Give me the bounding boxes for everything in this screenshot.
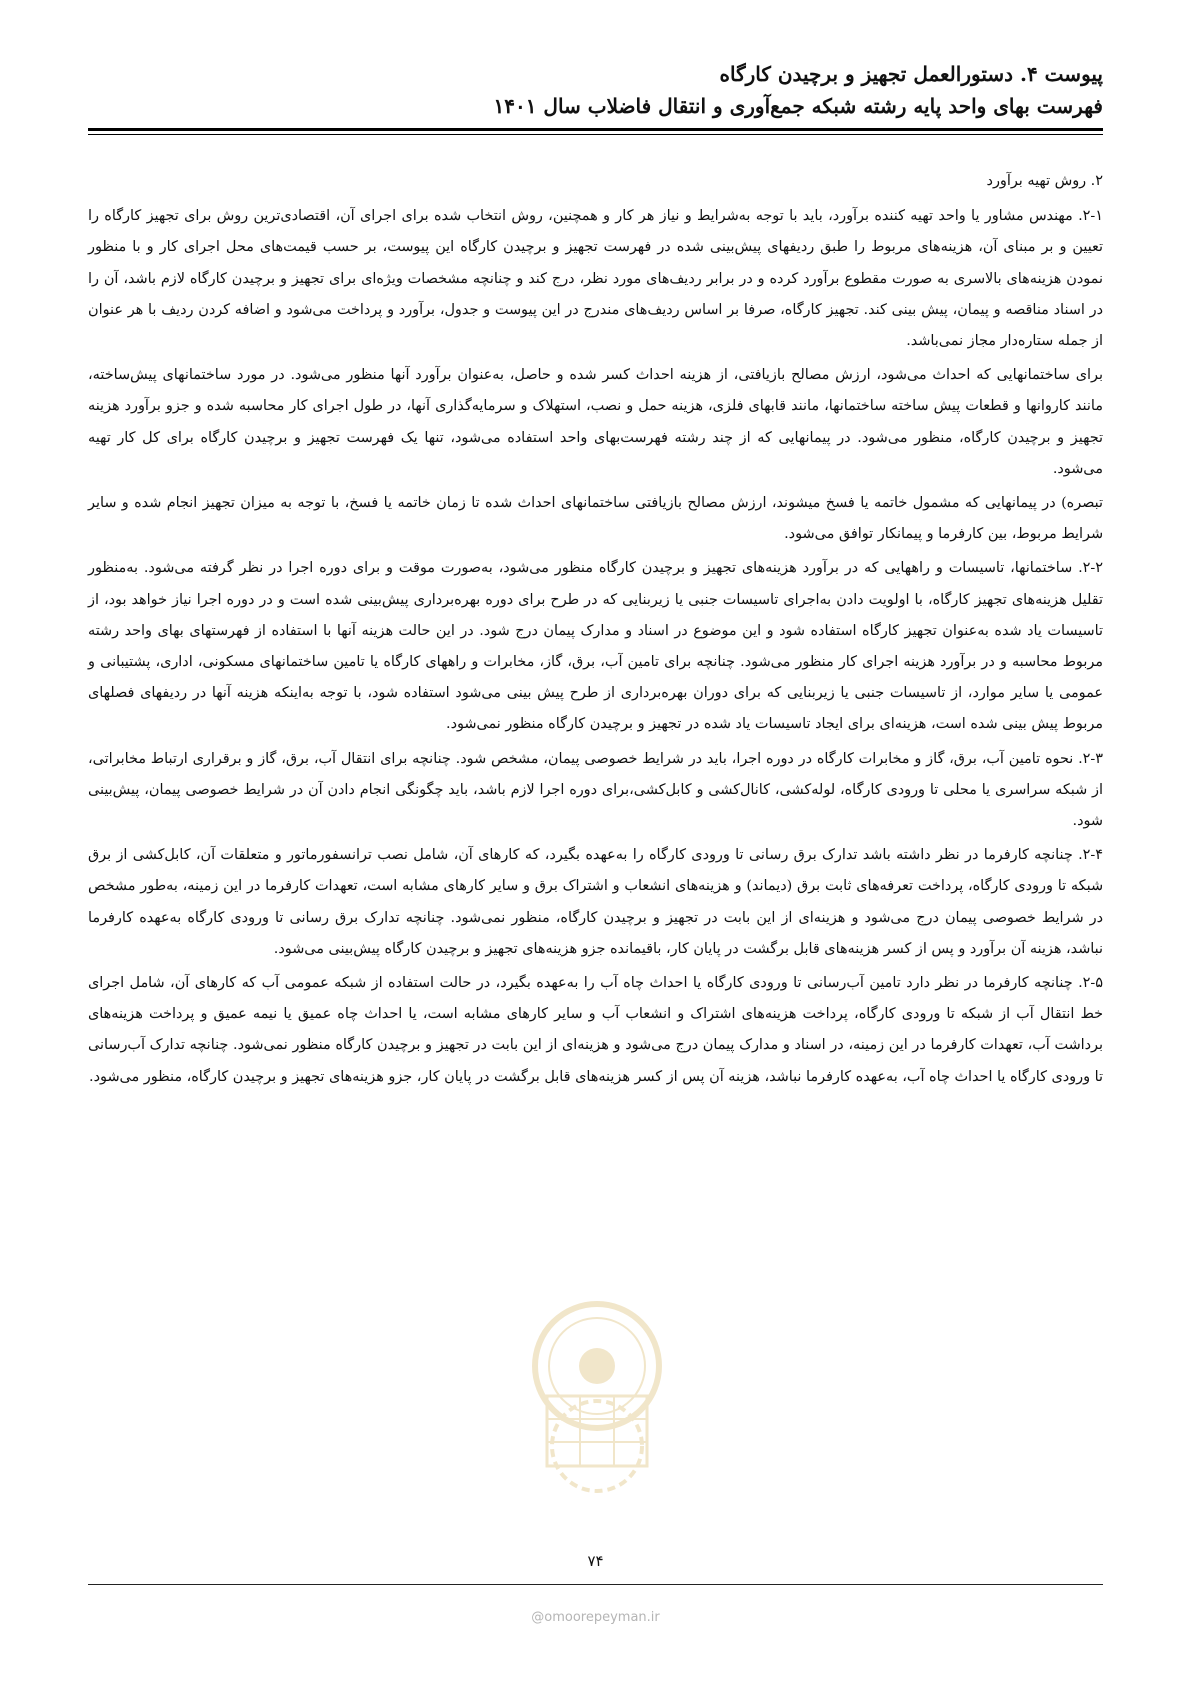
page-header: [88, 58, 1103, 122]
watermark-seal-icon: [512, 1296, 682, 1496]
document-body: [88, 166, 1103, 1096]
paragraph-buildings: برای ساختمانهایی که احداث می‌شود، ارزش مصالح بازیافتی، از هزینه احداث کسر شده و حاصل، به‌عنوان برآورد آنها منظور می‌شود. در مورد ساختمانهای پیش‌ساخته، مانند کاروانها و قطعات پیش ساخته ساختمانها، مانند قابهای فلزی، هزینه حمل و نصب، استهلاک و سرمایه‌گذاری آنها، در طول اجرای کار محاسبه شده و جزو برآورد هزینه تجهیز و برچیدن کارگاه، منظور می‌شود. در پیمانهایی که از چند رشته فهرست‌بهای واحد استفاده می‌شود، تنها یک فهرست تجهیز و برچیدن کارگاه برای کل کار تهیه می‌شود.: [88, 367, 1103, 477]
watermark-url: @omoorepeyman.ir: [531, 1610, 660, 1625]
header-rule-thin: [88, 134, 1103, 135]
paragraph-2-2: ۲-۲. ساختمانها، تاسیسات و راههایی که در برآورد هزینه‌های تجهیز و برچیدن کارگاه منظور می‌شود، به‌صورت موقت و برای دوره اجرا در نظر گرفته می‌شود. به‌منظور تقلیل هزینه‌های تجهیز کارگاه، با اولویت دادن به‌اجرای تاسیسات جنبی یا زیربنایی که در طرح برای دوره بهره‌برداری پیش‌بینی شده است و در دوره اجرا نیاز خواهد بود، از تاسیسات یاد شده به‌عنوان تجهیز کارگاه استفاده شود و این موضوع در اسناد و مدارک پیمان درج شود. در این حالت هزینه آنها با استفاده از فهرستهای بهای واحد رشته مربوط محاسبه و در برآورد هزینه اجرای کار منظور می‌شود. چنانچه برای تامین آب، برق، گاز، مخابرات و راههای کارگاه یا تامین ساختمانهای مسکونی، اداری، پشتیبانی و عمومی یا سایر موارد، از تاسیسات جنبی یا زیربنایی که برای دوران بهره‌برداری از طرح پیش بینی می‌شود استفاده شود، با توجه به‌اینکه هزینه آنها در ردیفهای فصلهای مربوط پیش بینی شده است، هزینه‌ای برای ایجاد تاسیسات یاد شده در تجهیز و برچیدن کارگاه منظور نمی‌شود.: [88, 560, 1103, 733]
header-price-list-title: فهرست بهای واحد پایه رشته شبکه جمع‌آوری و انتقال فاضلاب سال ۱۴۰۱: [493, 94, 1103, 118]
paragraph-2-4: ۲-۴. چنانچه کارفرما در نظر داشته باشد تدارک برق رسانی تا ورودی کارگاه را به‌عهده بگیرد، که کارهای آن، شامل نصب ترانسفورماتور و متعلقات آن، کابل‌کشی از برق شبکه تا ورودی کارگاه، پرداخت تعرفه‌های ثابت برق (دیماند) و هزینه‌های انشعاب و اشتراک برق و سایر کارهای مشابه است، تعهدات کارفرما در این زمینه، به‌طور مشخص در شرایط خصوصی پیمان درج می‌شود و هزینه‌ای از این بابت در تجهیز و برچیدن کارگاه، منظور نمی‌شود. چنانچه تدارک برق رسانی تا ورودی کارگاه به‌عهده کارفرما نباشد، هزینه آن برآورد و پس از کسر هزینه‌های قابل برگشت در پایان کار، باقیمانده جزو هزینه‌های تجهیز و برچیدن کارگاه پیش‌بینی می‌شود.: [88, 847, 1103, 957]
page-number: ۷۴: [587, 1552, 604, 1570]
header-appendix-title: پیوست ۴. دستورالعمل تجهیز و برچیدن کارگاه: [719, 62, 1103, 86]
footer-rule: [88, 1584, 1103, 1585]
paragraph-2-5: ۲-۵. چنانچه کارفرما در نظر دارد تامین آب‌رسانی تا ورودی کارگاه یا احداث چاه آب را به‌عهده بگیرد، در حالت استفاده از شبکه عمومی آب که کارهای آن، شامل اجرای خط انتقال آب از شبکه تا ورودی کارگاه، پرداخت هزینه‌های اشتراک و انشعاب آب و سایر کارهای مشابه است، یا احداث چاه عمیق یا نیمه عمیق و پرداخت هزینه‌های برداشت آب، تعهدات کارفرما در این زمینه، در اسناد و مدارک پیمان درج می‌شود و هزینه‌ای از این بابت در تجهیز و برچیدن کارگاه منظور نمی‌شود. چنانچه تدارک آب‌رسانی تا ورودی کارگاه یا احداث چاه آب، به‌عهده کارفرما نباشد، هزینه آن پس از کسر هزینه‌های قابل برگشت در پایان کار، جزو هزینه‌های تجهیز و برچیدن کارگاه، منظور می‌شود.: [88, 975, 1103, 1085]
section-title: ۲. روش تهیه برآورد: [986, 173, 1103, 189]
paragraph-note: تبصره) در پیمانهایی که مشمول خاتمه یا فسخ میشوند، ارزش مصالح بازیافتی ساختمانهای احداث شده تا زمان خاتمه یا فسخ، با توجه به میزان تجهیز انجام شده و سایر شرایط مربوط، بین کارفرما و پیمانکار توافق می‌شود.: [88, 495, 1103, 543]
paragraph-2-3: ۲-۳. نحوه تامین آب، برق، گاز و مخابرات کارگاه در دوره اجرا، باید در شرایط خصوصی پیمان، مشخص شود. چنانچه برای انتقال آب، برق، گاز و برقراری ارتباط مخابراتی، از شبکه سراسری یا محلی تا ورودی کارگاه، لوله‌کشی، کانال‌کشی و کابل‌کشی،برای دوره اجرا لازم باشد، باید چگونگی انجام دادن آن در شرایط خصوصی پیمان، پیش‌بینی شود.: [88, 750, 1103, 830]
header-rule-thick: [88, 128, 1103, 131]
paragraph-2-1: ۲-۱. مهندس مشاور یا واحد تهیه کننده برآورد، باید با توجه به‌شرایط و نیاز هر کار و همچنین، روش انتخاب شده برای اجرای آن، اقتصادی‌ترین روش برای تجهیز کارگاه را تعیین و بر مبنای آن، هزینه‌های مربوط را طبق ردیفهای پیش‌بینی شده در فهرست تجهیز و برچیدن کارگاه این پیوست، بر حسب قیمت‌های محل اجرای کار و با منظور نمودن هزینه‌های بالاسری به صورت مقطوع برآورد کرده و در برابر ردیف‌های مورد نظر، درج کند و چنانچه مشخصات ویژه‌ای برای تجهیز و برچیدن کارگاه لازم باشد، آن را در اسناد مناقصه و پیمان، پیش بینی کند. تجهیز کارگاه، صرفا بر اساس ردیف‌های مندرج در این پیوست و جدول، برآورد و پرداخت می‌شود و اضافه کردن ردیف با هر عنوان از جمله ستاره‌دار مجاز نمی‌باشد.: [88, 208, 1103, 350]
